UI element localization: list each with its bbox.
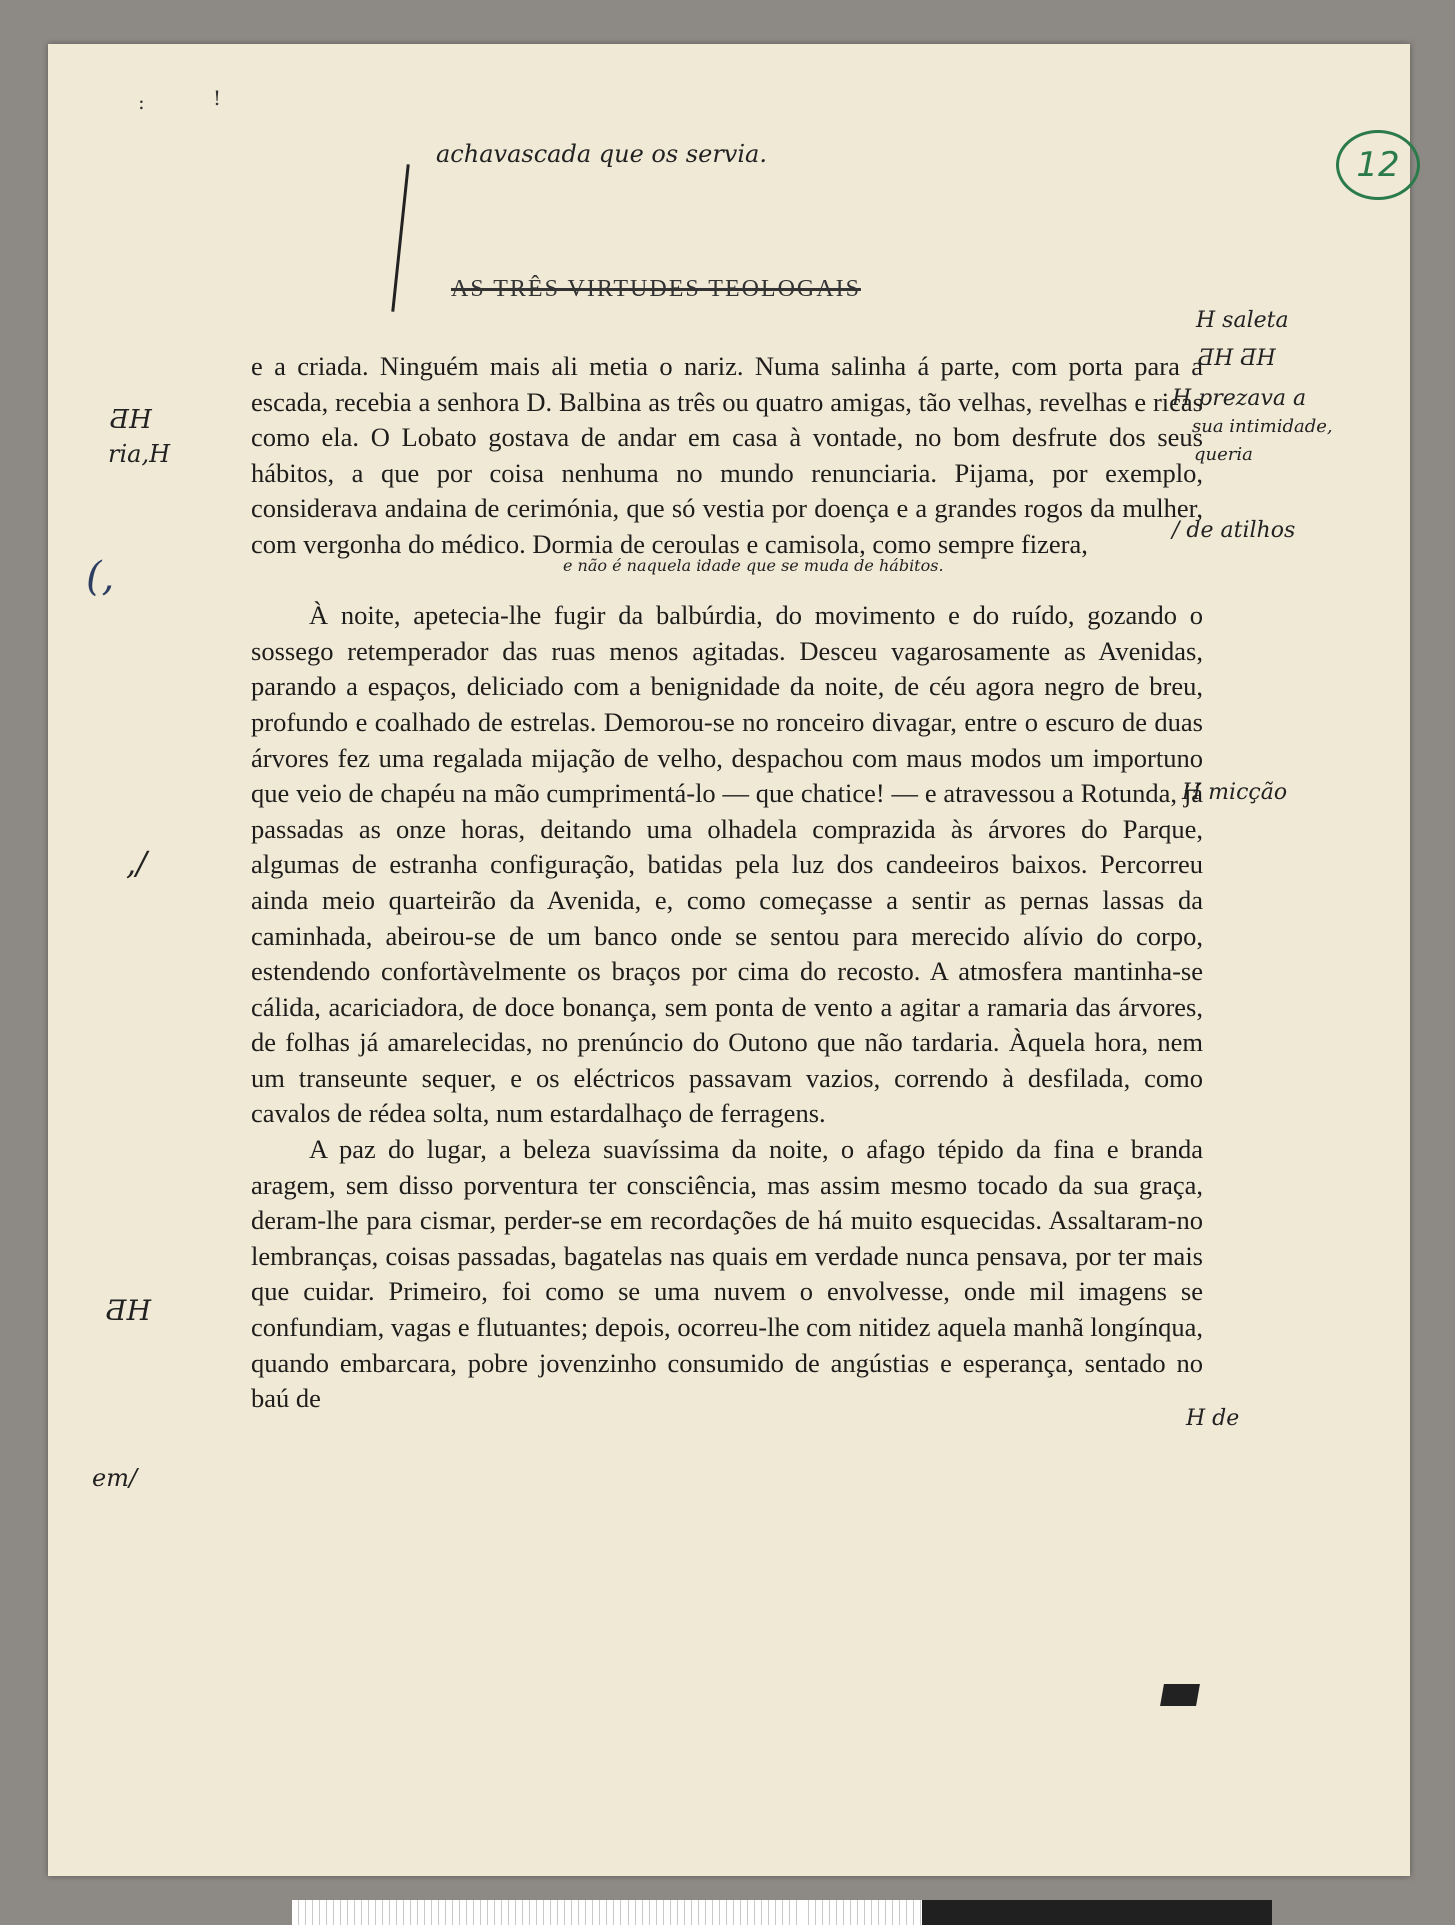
ruler-segment	[922, 1900, 1272, 1925]
corner-tick-mark: !	[213, 86, 222, 110]
right-margin-note: sua intimidade,	[1192, 416, 1333, 437]
right-margin-note: queria	[1194, 444, 1253, 465]
insert-bracket	[391, 164, 409, 312]
struck-out-mark	[1160, 1684, 1200, 1706]
paragraph: A paz do lugar, a beleza suavíssima da noite, o afago tépido da fina e branda aragem, sem disso porventura ter consciência, mas assim mesmo tocado da sua graça, deram-lhe para cismar, perder-se em recordações de há muito esquecidas. Assaltaram-no lembranças, coisas passadas, bagatelas nas quais em verdade nunca pensava, por ter mais que cuidar. Primeiro, foi como se uma nuvem o envolvesse, onde mil imagens se confundiam, vagas e flutuantes; depois, ocorreu-lhe com nitidez aquela manhã longínqua, quando embarcara, pobre jovenzinho consumido de angústias e esperança, sentado no baú de	[251, 1134, 1203, 1414]
corner-tick-mark: :	[138, 90, 145, 114]
left-margin-note: em/	[92, 1464, 138, 1492]
struck-title: AS TRÊS VIRTUDES TEOLOGAIS	[451, 276, 861, 302]
paragraph: À noite, apetecia-lhe fugir da balbúrdia, do movimento e do ruído, gozando o sossego retemperador das ruas menos agitadas. Desceu vagarosamente as Avenidas, parando a espaços, deliciado com a benignidade da noite, de céu agora negro de breu, profundo e coalhado de estrelas. Demorou-se no ronceiro divagar, entre o escuro de duas árvores fez uma regalada mijação de velho, despachou com maus modos um importuno que veio de chapéu na mão cumprimentá-lo — que chatice! — e atravessou a Rotunda, já passadas as onze horas, deitando uma olhadela comprazida às árvores do Parque, algumas de estranha configuração, batidas pela luz dos candeeiros baixos. Percorreu ainda meio quarteirão da Avenida, e, como começasse a sentir as pernas lassas da caminhada, abeirou-se de um banco onde se sentou para merecido alívio do corpo, estendendo confortàvelmente os braços por cima do recosto. A atmosfera mantinha-se cálida, acariciadora, de doce bonança, sem ponta de vento a agitar a ramaria das árvores, de folhas já amarelecidas, no prenúncio do Outono que não tardaria. Àquela hora, nem um transeunte sequer, e os eléctricos passavam vazios, correndo à desfilada, como cavalos de rédea solta, num estardalhaço de ferragens.	[251, 600, 1203, 1129]
right-margin-note: H de	[1186, 1406, 1240, 1431]
manuscript-page	[48, 44, 1410, 1876]
right-margin-note: / de atilhos	[1172, 518, 1296, 543]
inline-handwritten-insert: e não é naquela idade que se muda de hábitos.	[563, 556, 944, 575]
paragraph: e a criada. Ninguém mais ali metia o nariz. Numa salinha á parte, com porta para a escada, recebia a senhora D. Balbina as três ou quatro amigas, tão velhas, revelhas e ricas como ela. O Lobato gostava de andar em casa à vontade, no bom desfrute dos seus hábitos, a que por coisa nenhuma no mundo renunciaria. Pijama, por exemplo, considerava andaina de cerimónia, que só vestia por doença e a grandes rogos da mulher, com vergonha do médico. Dormia de ceroulas e camisola, como sempre fizera,	[251, 351, 1203, 559]
ruler-segment	[622, 1900, 802, 1925]
left-margin-note: ria,H	[108, 440, 171, 468]
right-margin-note: H saleta	[1196, 308, 1289, 333]
page-number-circle: 12	[1336, 130, 1420, 200]
left-margin-note: (,	[86, 554, 115, 600]
left-margin-note: ,/	[126, 844, 147, 882]
ruler-segment	[292, 1900, 622, 1925]
left-margin-note: ƋH	[106, 1294, 151, 1327]
scale-ruler	[292, 1900, 1455, 1925]
ruler-segment	[802, 1900, 922, 1925]
left-margin-note: ƋH	[110, 405, 152, 435]
right-margin-note: H micção	[1182, 780, 1288, 805]
typed-body-text	[251, 349, 1203, 1417]
right-margin-note: H prezava a	[1172, 386, 1307, 411]
right-margin-note: ƋH ƋH	[1198, 346, 1276, 371]
top-handwritten-insert: achavascada que os servia.	[436, 140, 767, 168]
